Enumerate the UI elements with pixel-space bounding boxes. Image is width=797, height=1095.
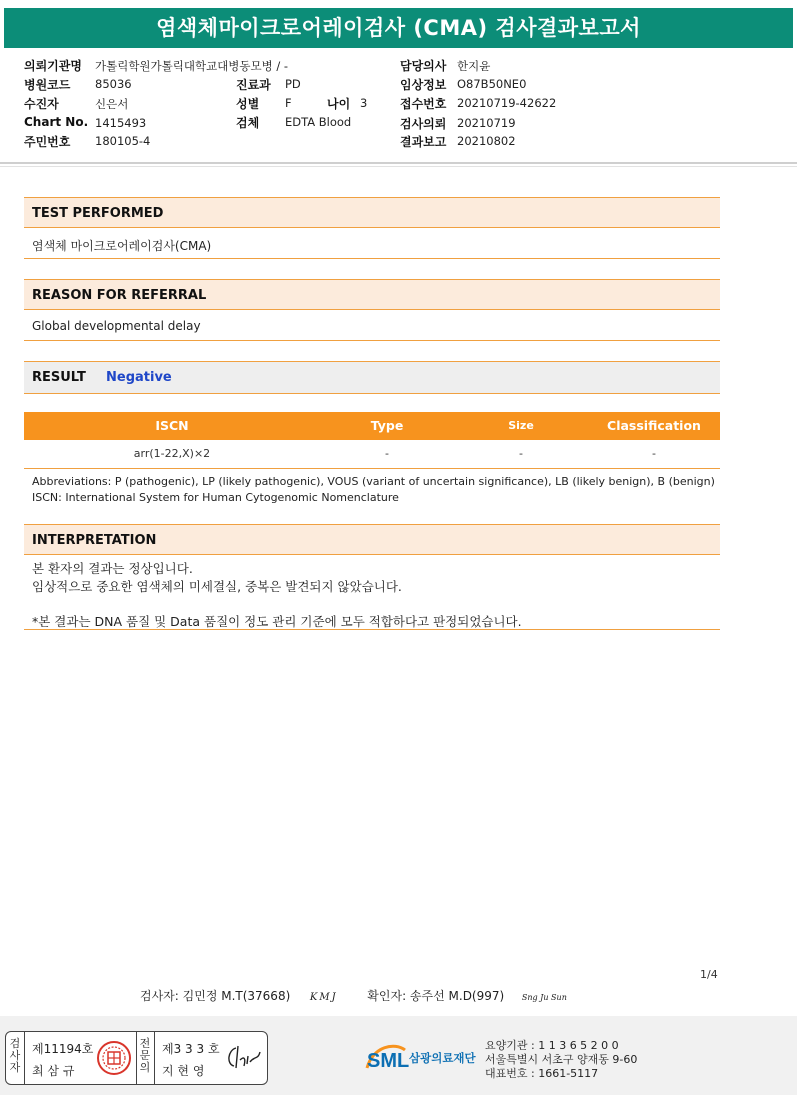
vertical-char: 문	[139, 1049, 151, 1062]
signature-line	[140, 987, 567, 1004]
test-performed-value: 염색체 마이크로어레이검사(CMA)	[32, 239, 212, 253]
column-header-type: Type	[370, 418, 404, 433]
result-row	[24, 361, 720, 394]
department-label: 진료과	[236, 78, 271, 92]
org-info	[485, 1039, 637, 1081]
report-date-value: 20210802	[457, 134, 516, 148]
patient-label: 수진자	[24, 97, 59, 111]
request-date-label: 검사의뢰	[400, 117, 447, 131]
referral-institution-label: 의뢰기관명	[24, 59, 82, 73]
resident-no-value: 180105-4	[95, 134, 151, 148]
address: 서울특별시 서초구 양재동 9-60	[485, 1053, 638, 1066]
page-number: 1/4	[700, 968, 718, 981]
sex-label: 성별	[236, 97, 260, 111]
examiner-vertical-label	[8, 1038, 22, 1074]
signature-icon	[224, 1042, 262, 1076]
vertical-char: 사	[9, 1049, 21, 1062]
header-divider	[0, 166, 797, 167]
specialist-vertical-label	[138, 1038, 152, 1074]
iscn-definition-text: ISCN: International System for Human Cytogenomic Nomenclature	[32, 491, 399, 504]
stamp-divider	[136, 1032, 137, 1084]
result-value: Negative	[106, 370, 172, 385]
physician-label: 담당의사	[400, 59, 447, 73]
examiner: 검사자: 김민정 M.T(37668)	[140, 989, 291, 1003]
age-value: 3	[360, 96, 368, 110]
vertical-char: 전	[139, 1037, 151, 1050]
certification-stamp	[5, 1031, 268, 1085]
iscn-table-header	[24, 412, 720, 440]
quality-note: *본 결과는 DNA 품질 및 Data 품질이 정도 관리 기준에 모두 적합하다고 판정되었습니다.	[32, 614, 522, 629]
title-bar	[0, 0, 797, 56]
column-header-iscn: ISCN	[155, 418, 189, 433]
specialist-name: 지 현 영	[162, 1064, 205, 1078]
referral-institution-value: 가톨릭학원가톨릭대학교대병동모병 / -	[95, 59, 289, 73]
stamp-divider	[154, 1032, 155, 1084]
size-cell: -	[519, 447, 523, 460]
confirmer: 확인자: 송주선 M.D(997)	[367, 989, 505, 1003]
hospital-code-label: 병원코드	[24, 78, 71, 92]
stamp-divider	[24, 1032, 25, 1084]
accession-no-label: 접수번호	[400, 97, 447, 111]
iscn-cell: arr(1-22,X)×2	[133, 447, 211, 460]
abbreviations-text: Abbreviations: P (pathogenic), LP (likely pathogenic), VOUS (variant of uncertain significance), LB (likely benign), B (benign)	[32, 475, 715, 488]
clinical-info-value: O87B50NE0	[457, 77, 527, 91]
request-date-value: 20210719	[457, 116, 516, 130]
reason-heading: REASON FOR REFERRAL	[24, 279, 720, 310]
specialist-license-no: 제3 3 3 호	[162, 1042, 220, 1056]
svg-text:SML: SML	[367, 1050, 410, 1072]
specimen-label: 검체	[236, 116, 260, 130]
examiner-license-no: 제11194호	[32, 1042, 94, 1056]
resident-no-label: 주민번호	[24, 135, 71, 149]
vertical-char: 자	[9, 1061, 21, 1074]
department-value: PD	[285, 77, 301, 91]
accession-no-value: 20210719-42622	[457, 96, 557, 110]
sml-logo	[365, 1038, 483, 1082]
vertical-char: 검	[9, 1037, 21, 1050]
patient-value: 신은서	[95, 97, 129, 111]
type-cell: -	[385, 447, 389, 460]
interpretation-line: 본 환자의 결과는 정상입니다.	[32, 561, 193, 576]
test-performed-heading: TEST PERFORMED	[24, 197, 720, 228]
section-divider	[24, 258, 720, 259]
column-header-size: Size	[508, 419, 534, 432]
header-divider	[0, 162, 797, 164]
confirmer-signature: Sng Ju Sun	[521, 993, 567, 1002]
examiner-name: 최 삼 규	[32, 1064, 75, 1078]
column-header-classification: Classification	[607, 418, 701, 433]
reason-value: Global developmental delay	[32, 319, 201, 333]
section-divider	[24, 629, 720, 630]
phone: 대표번호 : 1661-5117	[485, 1067, 599, 1080]
physician-value: 한지윤	[457, 59, 491, 73]
chart-no-label: Chart No.	[24, 115, 89, 129]
vertical-char: 의	[139, 1061, 151, 1074]
sex-value: F	[285, 96, 292, 110]
examiner-signature: KMJ	[309, 992, 338, 1003]
org-name: 삼광의료재단	[409, 1051, 476, 1065]
table-divider	[24, 468, 720, 469]
seal-icon	[96, 1040, 132, 1080]
report-date-label: 결과보고	[400, 135, 447, 149]
clinical-info-label: 임상정보	[400, 78, 447, 92]
table-row	[24, 440, 720, 468]
interpretation-heading: INTERPRETATION	[24, 524, 720, 555]
specimen-value: EDTA Blood	[285, 115, 352, 129]
institution-code: 요양기관 : 1 1 3 6 5 2 0 0	[485, 1039, 619, 1052]
interpretation-line: 임상적으로 중요한 염색체의 미세결실, 중복은 발견되지 않았습니다.	[32, 579, 402, 594]
classification-cell: -	[652, 447, 656, 460]
age-label: 나이	[327, 97, 351, 111]
section-divider	[24, 340, 720, 341]
result-label: RESULT	[32, 370, 86, 385]
chart-no-value: 1415493	[95, 116, 147, 130]
hospital-code-value: 85036	[95, 77, 132, 91]
report-title: 염색체마이크로어레이검사 (CMA) 검사결과보고서	[4, 8, 793, 48]
